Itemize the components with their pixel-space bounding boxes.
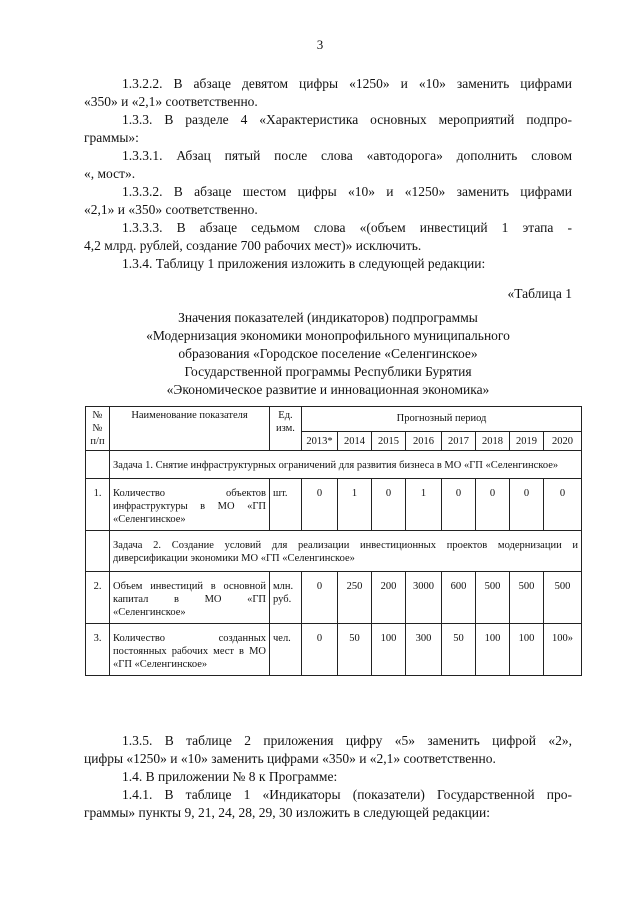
value-cell: 1 (406, 479, 442, 531)
year-cell: 2018 (476, 432, 510, 451)
empty-cell (86, 531, 110, 572)
value-cell: 3000 (406, 572, 442, 624)
task-2: Задача 2. Создание условий для реализации инвестиционных проектов модернизации и диверсификации экономики МО «ГП «Селенгинское» (110, 531, 582, 572)
title-line: «Экономическое развитие и инновационная экономика» (166, 382, 490, 397)
indicator-unit: млн. руб. (270, 572, 302, 624)
paragraph-line: граммы» пункты 9, 21, 24, 28, 29, 30 изложить в следующей редакции: (84, 805, 490, 820)
value-cell: 500 (510, 572, 544, 624)
value-cell: 1 (338, 479, 372, 531)
value-cell: 0 (476, 479, 510, 531)
year-cell: 2017 (442, 432, 476, 451)
title-line: Государственной программы Республики Бурятия (184, 364, 472, 379)
paragraph-line: 1.3.3. В разделе 4 «Характеристика основных мероприятий подпро- (122, 112, 572, 127)
table-row (86, 572, 582, 624)
value-cell: 100 (510, 624, 544, 676)
paragraph-line: «350» и «2,1» соответственно. (84, 94, 258, 109)
year-cell: 2015 (372, 432, 406, 451)
header-name: Наименование показателя (110, 407, 270, 451)
value-cell: 100» (544, 624, 582, 676)
paragraph-line: 4,2 млрд. рублей, создание 700 рабочих мест)» исключить. (84, 238, 422, 253)
value-cell: 0 (302, 572, 338, 624)
indicator-unit: чел. (270, 624, 302, 676)
value-cell: 600 (442, 572, 476, 624)
title-line: Значения показателей (индикаторов) подпрограммы (178, 310, 478, 325)
value-cell: 100 (372, 624, 406, 676)
paragraph-line: 1.3.3.2. В абзаце шестом цифры «10» и «1250» заменить цифрами (122, 184, 572, 199)
value-cell: 300 (406, 624, 442, 676)
paragraph-line: «2,1» и «350» соответственно. (84, 202, 258, 217)
title-line: образования «Городское поселение «Селенгинское» (178, 346, 478, 361)
paragraph-line: 1.3.3.1. Абзац пятый после слова «автодорога» дополнить словом (122, 148, 572, 163)
value-cell: 0 (544, 479, 582, 531)
year-cell: 2014 (338, 432, 372, 451)
paragraph-line: граммы»: (84, 130, 139, 145)
value-cell: 200 (372, 572, 406, 624)
table-label: «Таблица 1 (507, 286, 572, 301)
task-row (86, 451, 582, 479)
year-cell: 2013* (302, 432, 338, 451)
paragraph-line: 1.3.5. В таблице 2 приложения цифру «5» заменить цифрой «2», (122, 733, 572, 748)
indicator-name: Количество созданных постоянных рабочих мест в МО «ГП «Селенгинское» (110, 624, 270, 676)
value-cell: 0 (372, 479, 406, 531)
table-header-row (86, 407, 582, 432)
year-cell: 2020 (544, 432, 582, 451)
paragraph-line: «, мост». (84, 166, 136, 181)
header-unit: Ед. изм. (270, 407, 302, 451)
value-cell: 0 (442, 479, 476, 531)
value-cell: 0 (302, 479, 338, 531)
task-1: Задача 1. Снятие инфраструктурных ограничений для развития бизнеса в МО «ГП «Селенгинское» (110, 451, 582, 479)
task-row (86, 531, 582, 572)
value-cell: 250 (338, 572, 372, 624)
value-cell: 100 (476, 624, 510, 676)
indicator-name: Количество объектов инфраструктуры в МО «ГП «Селенгинское» (110, 479, 270, 531)
header-num: №№ п/п (86, 407, 110, 451)
paragraph-line: 1.3.2.2. В абзаце девятом цифры «1250» и «10» заменить цифрами (122, 76, 572, 91)
value-cell: 50 (338, 624, 372, 676)
paragraph-line: 1.3.4. Таблицу 1 приложения изложить в следующей редакции: (122, 256, 486, 271)
table-row (86, 624, 582, 676)
paragraph-line: 1.4.1. В таблице 1 «Индикаторы (показатели) Государственной про- (122, 787, 572, 802)
value-cell: 0 (302, 624, 338, 676)
paragraph-line: 1.4. В приложении № 8 к Программе: (122, 769, 338, 784)
row-num: 2. (86, 572, 110, 624)
row-num: 3. (86, 624, 110, 676)
year-cell: 2016 (406, 432, 442, 451)
table-row (86, 479, 582, 531)
value-cell: 500 (544, 572, 582, 624)
empty-cell (86, 451, 110, 479)
page-number: 3 (316, 37, 324, 52)
header-period: Прогнозный период (302, 407, 582, 432)
value-cell: 0 (510, 479, 544, 531)
indicator-unit: шт. (270, 479, 302, 531)
paragraph-line: цифры «1250» и «10» заменить цифрами «350» и «2,1» соответственно. (84, 751, 496, 766)
row-num: 1. (86, 479, 110, 531)
paragraph-line: 1.3.3.3. В абзаце седьмом слова «(объем инвестиций 1 этапа - (122, 220, 572, 235)
indicator-name: Объем инвестиций в основной капитал в МО «ГП «Селенгинское» (110, 572, 270, 624)
indicators-table (85, 406, 582, 676)
title-line: «Модернизация экономики монопрофильного муниципального (146, 328, 510, 343)
year-cell: 2019 (510, 432, 544, 451)
value-cell: 500 (476, 572, 510, 624)
value-cell: 50 (442, 624, 476, 676)
